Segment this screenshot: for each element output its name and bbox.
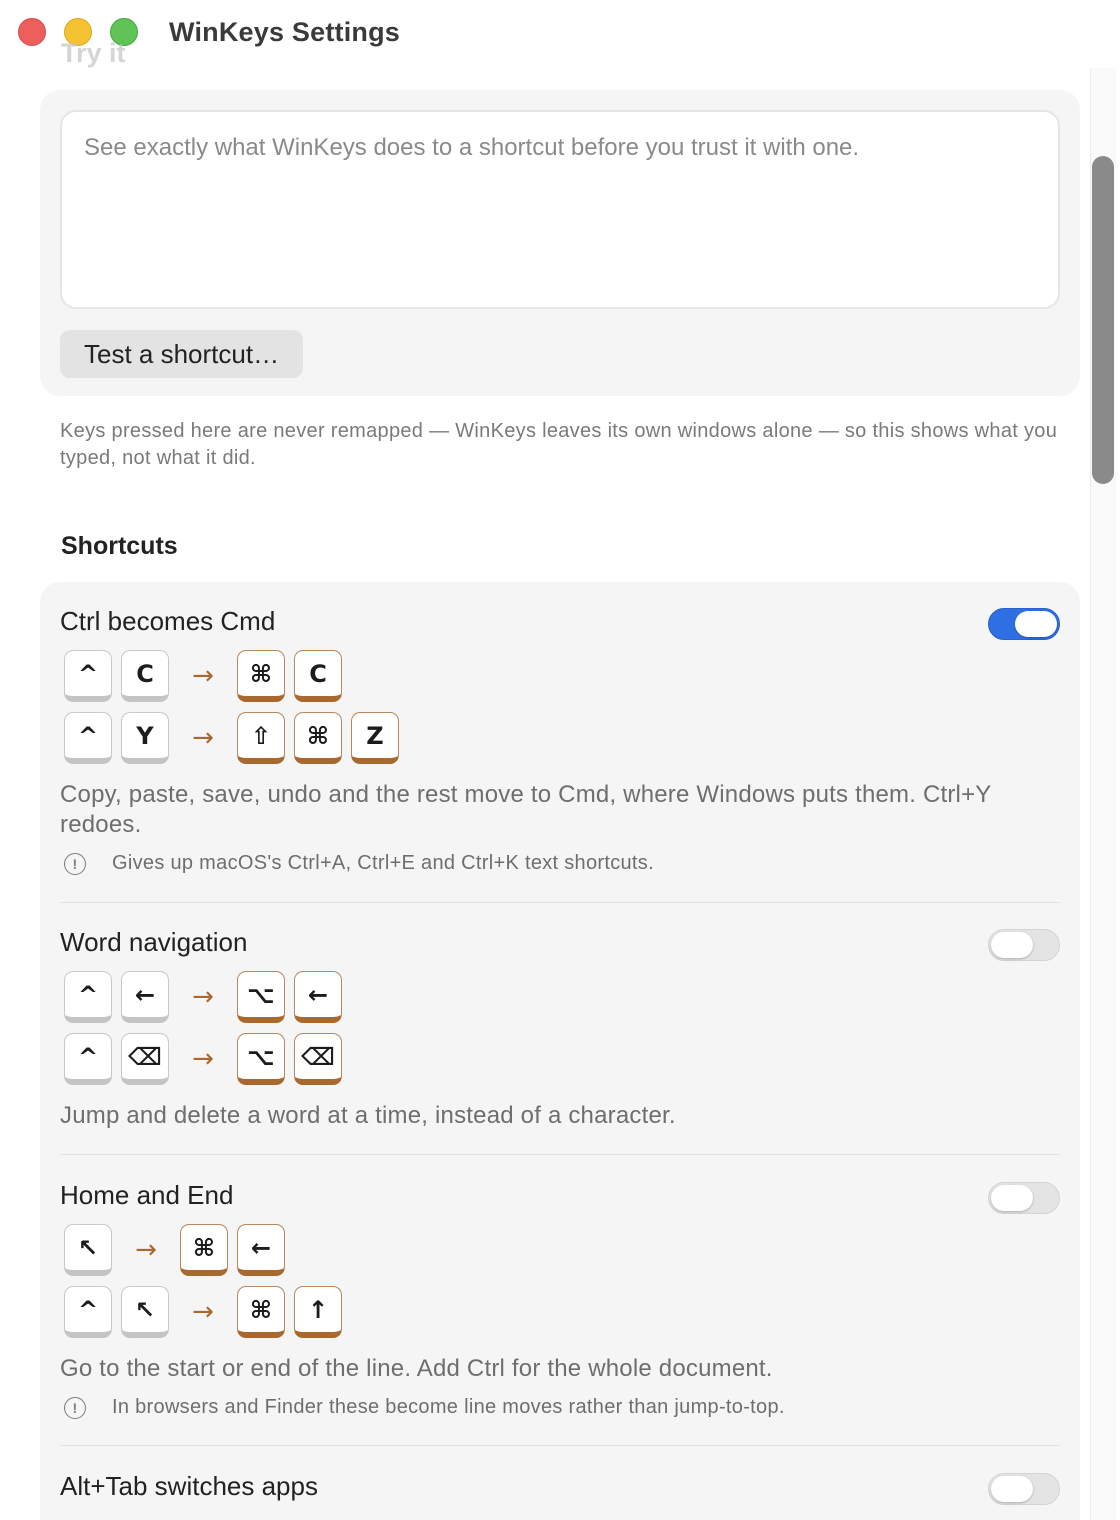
input-key: ⌫ xyxy=(121,1033,169,1085)
output-key: ⌘ xyxy=(237,1286,285,1338)
shortcut-home-and-end xyxy=(60,1180,1060,1430)
output-key: ⌘ xyxy=(294,712,342,764)
shortcut-title: Alt+Tab switches apps xyxy=(60,1471,318,1501)
shortcut-toggle[interactable] xyxy=(988,1473,1060,1505)
divider xyxy=(60,902,1060,903)
output-key: ← xyxy=(294,971,342,1023)
input-key: ^ xyxy=(64,650,112,702)
try-it-footnote: Keys pressed here are never remapped — WinKeys leaves its own windows alone — so this shows what you typed, not what it did. xyxy=(60,420,1058,469)
shortcut-description: Copy, paste, save, undo and the rest move to Cmd, where Windows puts them. Ctrl+Y redoes. xyxy=(60,781,992,838)
shortcuts-section-title: Shortcuts xyxy=(61,532,178,560)
output-key: ← xyxy=(237,1224,285,1276)
input-key: C xyxy=(121,650,169,702)
scrollbar-thumb[interactable] xyxy=(1092,156,1114,484)
toggle-knob xyxy=(991,932,1033,958)
output-key: ⌥ xyxy=(237,971,285,1023)
shortcut-title: Word navigation xyxy=(60,927,248,957)
shortcut-alt-tab-switches-apps xyxy=(60,1471,1060,1520)
shortcut-word-navigation xyxy=(60,927,1060,1137)
shortcut-title: Ctrl becomes Cmd xyxy=(60,606,276,636)
shortcut-test-field[interactable]: See exactly what WinKeys does to a shortcut before you trust it with one. xyxy=(60,110,1060,309)
shortcut-note-text: In browsers and Finder these become line moves rather than jump-to-top. xyxy=(112,1396,785,1418)
shortcuts-card xyxy=(40,582,1080,1520)
arrow-right-icon: → xyxy=(192,1297,214,1327)
key-combo xyxy=(64,650,351,704)
shortcut-note xyxy=(60,852,654,875)
info-circle-icon: ! xyxy=(64,853,86,875)
divider xyxy=(60,1154,1060,1155)
shortcut-toggle[interactable] xyxy=(988,1182,1060,1214)
output-key: ⌘ xyxy=(180,1224,228,1276)
output-key: ⌘ xyxy=(237,650,285,702)
output-key: ⇧ xyxy=(237,712,285,764)
shortcut-note-text: Gives up macOS's Ctrl+A, Ctrl+E and Ctrl+K text shortcuts. xyxy=(112,852,654,874)
arrow-right-icon: → xyxy=(192,723,214,753)
shortcut-toggle[interactable] xyxy=(988,929,1060,961)
info-circle-icon: ! xyxy=(64,1397,86,1419)
key-combo xyxy=(64,971,351,1025)
shortcut-ctrl-becomes-cmd xyxy=(60,606,1060,906)
key-combo xyxy=(64,1286,351,1340)
divider xyxy=(60,1445,1060,1446)
input-key: Y xyxy=(121,712,169,764)
input-key: ^ xyxy=(64,1033,112,1085)
toggle-knob xyxy=(991,1185,1033,1211)
output-key: ⌫ xyxy=(294,1033,342,1085)
close-window-button[interactable] xyxy=(18,18,46,46)
window-title: WinKeys Settings xyxy=(169,17,400,47)
output-key: ⌥ xyxy=(237,1033,285,1085)
key-combo xyxy=(64,712,408,766)
input-key: ^ xyxy=(64,712,112,764)
input-key: ← xyxy=(121,971,169,1023)
output-key: Z xyxy=(351,712,399,764)
input-key: ^ xyxy=(64,1286,112,1338)
shortcut-title: Home and End xyxy=(60,1180,234,1210)
key-combo xyxy=(64,1224,294,1278)
input-key: ↖ xyxy=(64,1224,112,1276)
key-combo xyxy=(64,1033,351,1087)
arrow-right-icon: → xyxy=(192,982,214,1012)
output-key: ↑ xyxy=(294,1286,342,1338)
input-key: ↖ xyxy=(121,1286,169,1338)
input-key: ^ xyxy=(64,971,112,1023)
shortcut-description: Go to the start or end of the line. Add Ctrl for the whole document. xyxy=(60,1355,773,1382)
shortcut-description: Jump and delete a word at a time, instead of a character. xyxy=(60,1102,676,1129)
arrow-right-icon: → xyxy=(192,661,214,691)
try-it-card xyxy=(40,90,1080,396)
shortcut-note xyxy=(60,1396,785,1419)
toggle-knob xyxy=(991,1476,1033,1502)
output-key: C xyxy=(294,650,342,702)
toggle-knob xyxy=(1015,611,1057,637)
test-shortcut-button[interactable]: Test a shortcut… xyxy=(60,330,303,378)
try-it-heading: Try it xyxy=(61,38,126,68)
shortcut-toggle[interactable] xyxy=(988,608,1060,640)
arrow-right-icon: → xyxy=(135,1235,157,1265)
title-bar xyxy=(0,0,1120,66)
arrow-right-icon: → xyxy=(192,1044,214,1074)
